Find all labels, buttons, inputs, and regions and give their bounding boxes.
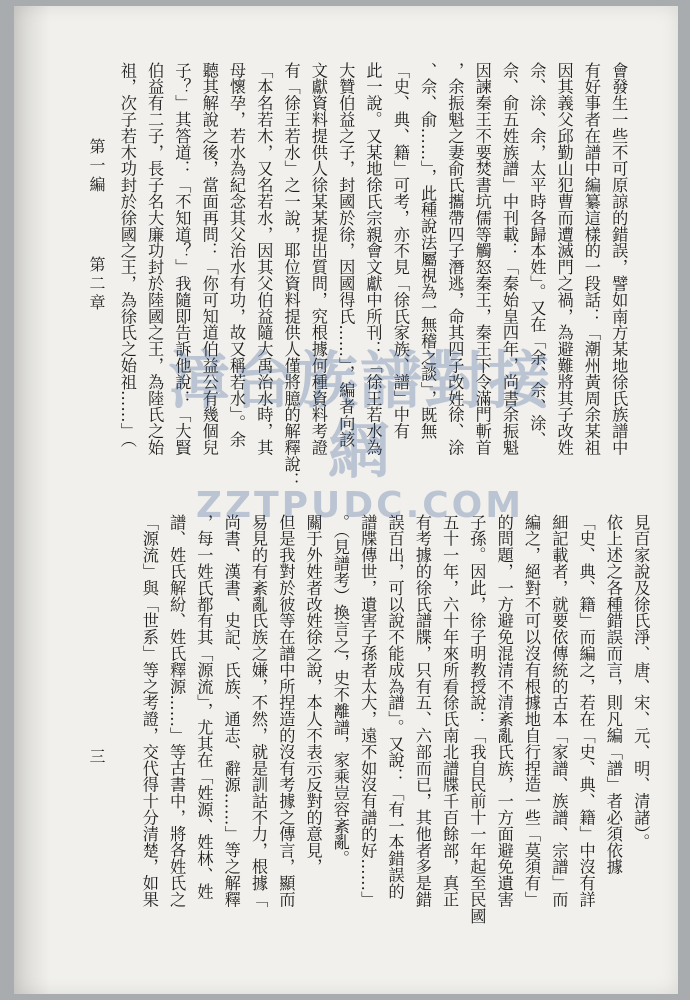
text-column: 依上述之各種錯誤而言，則凡編「譜」者必須依據 (603, 514, 623, 875)
text-column: 母懷孕，若水為紀念其父治水有功，故又稱若水」。余 (227, 62, 246, 448)
header-chapter-label: 第一編 (87, 138, 106, 195)
text-column: 見百家說及徐氏淨、唐、宋、元、明、清諸）。 (631, 514, 651, 851)
text-column: 譜、姓氏解紛、姓氏釋源……」等古書中，將各姓氏之 (167, 514, 187, 908)
text-column: 尚書、漢書、史記、氏族、通志、辭源……」等之解釋 (221, 514, 241, 908)
text-column: 有考據的徐氏譜牒，只有五、六部而已，其他者多是錯 (412, 514, 432, 908)
text-column: 關于外姓者改姓徐之說，本人不表示反對的意見， (303, 514, 323, 875)
text-column: 有好事者在譜中編纂這樣的一段話：「潮州黃周余某祖 (581, 62, 601, 456)
text-column: 聽其解說之後，當面再問：「你可知道伯益公有幾個兒 (199, 62, 219, 456)
watermark-chinese: 漳台族譜對接網 (167, 344, 552, 487)
text-column: 佘、俞五姓族譜」中刊載：「秦始皇四年，尚書余振魁 (500, 62, 519, 456)
text-column: 「史、典、籍」而編之，若在「史、典、籍」中沒有詳 (576, 514, 596, 908)
text-column: 「史、典、籍」可考，亦不見「徐氏家族、譜」中有 (390, 62, 410, 440)
text-column: 因諫秦王不要焚書坑儒等觸怒秦王，秦王下令滿門斬首 (472, 62, 492, 456)
text-column: 會發生一些不可原諒的錯誤，譬如南方某地徐氏族譜中 (609, 62, 629, 456)
text-column: ，余振魁之妻俞氏攜帶四子潛逃，命其四子改姓徐、涂 (445, 62, 465, 456)
watermark-latin: ZZTPUDC.COM (195, 485, 525, 526)
text-column: 細記載者，就要依傳統的古本「家譜、族譜、宗譜」而 (549, 514, 569, 908)
text-column: 編之，絕對不可以沒有根據地自行捏造一些「莫須有」 (522, 514, 541, 908)
text-column: 佘、涂、余，太平時各歸本姓」。又在「余、佘、涂、 (527, 62, 547, 448)
text-column: 大贊伯益之子，封國於徐，因國得氏……」，編者向該 (336, 62, 356, 448)
text-column: 的問題，一方避免混清不清紊亂氏族，一方面避免遺害 (494, 514, 514, 908)
text-column: 有「徐王若水」之一說，耶位資料提供人僅將臆的解釋說： (281, 62, 301, 489)
page-spine-shadow (14, 6, 50, 994)
text-column: 五十一年，六十年來所看徐氏南北譜牒千百餘部，真正 (440, 514, 460, 908)
book-page (14, 6, 678, 994)
text-column: 「源流」與「世系」等之考證，交代得十分清楚，如果 (139, 514, 159, 908)
text-column: 誤百出，可以說不能成為譜」。又說：「有一本錯誤的 (385, 514, 405, 900)
text-column: 譜牒傳世，遺害子孫者太大，遠不如沒有譜的好……」 (358, 514, 378, 908)
text-column: 。（見譜考）換言之，史不離譜，家乘豈容紊亂。 (330, 514, 350, 867)
text-column: 、佘、俞……」，此種說法屬視為一無稽之談」，既無 (418, 62, 438, 440)
text-column: ，每一姓氏都有其「源流」，尤其在「姓源、姓林、姓 (194, 514, 214, 900)
text-column: 伯益有二子，長子名大廉功封於陸國之王，為陸氏之始 (145, 62, 165, 456)
text-column: 「本名若木，又名若水，因其父伯益隨大禹治水時，其 (254, 62, 274, 456)
text-column: 祖，次子若木功封於徐國之王，為徐氏之始祖……」（ (117, 62, 137, 448)
header-page-number: 三 (87, 748, 106, 767)
text-column: 因其義父邱勤山犯曹而遭滅門之禍，為避難將其子改姓 (554, 62, 574, 456)
text-column: 文獻資料提供人徐某某提出質問，究根據何種資料考證 (308, 62, 328, 456)
text-column: 但是我對於彼等在譜中所捏造的沒有考據之傳言，顯而 (276, 514, 296, 908)
header-section-label: 第二章 (87, 256, 106, 313)
text-column: 此一說。又某地徐氏宗親會文獻中所刊：「徐王若水為 (363, 62, 383, 456)
text-column: 易見的有紊亂氏族之嫌，不然，就是訓詁不力，根據「 (249, 514, 268, 908)
text-column: 子孫。因此，徐子明教授說：「我自民前十一年起至民國 (467, 514, 487, 924)
text-column: 子？」其答道：「不知道？」我隨即告訴他說：「大賢 (172, 62, 192, 456)
watermark (160, 346, 560, 526)
